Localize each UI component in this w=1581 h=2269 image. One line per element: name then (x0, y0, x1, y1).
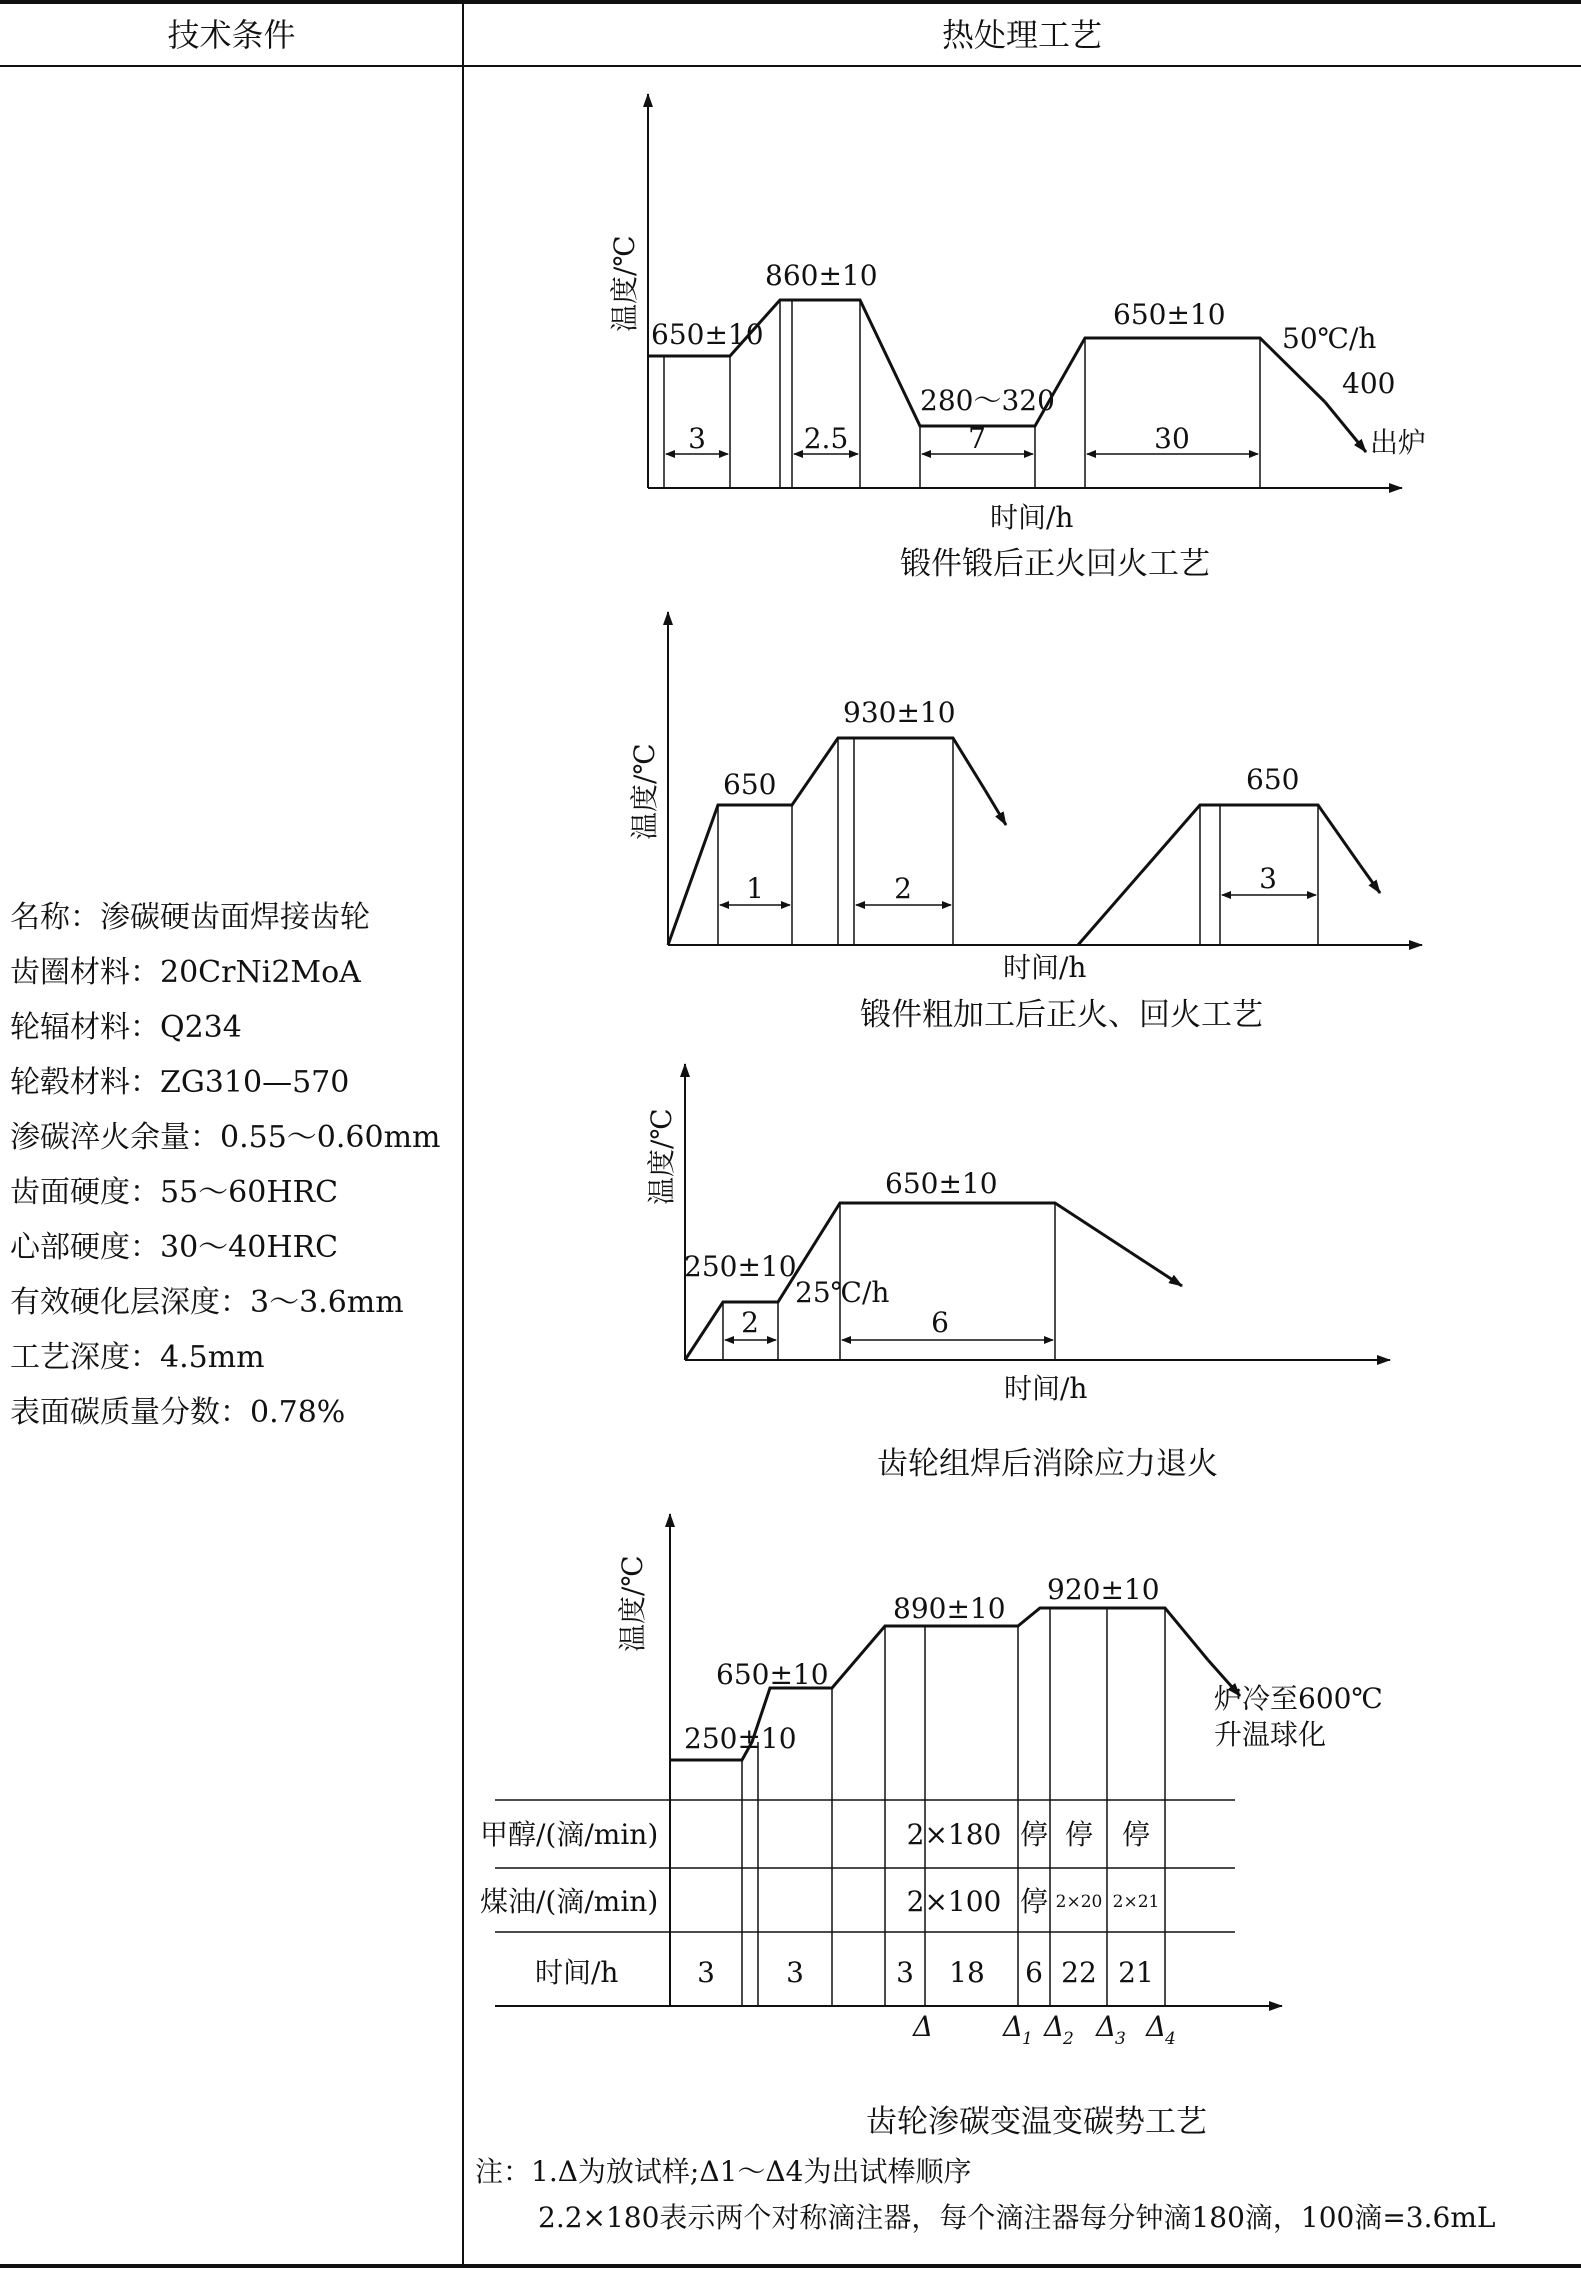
temp-label: 250±10 (684, 1250, 797, 1283)
header-technical-conditions: 技术条件 (167, 16, 296, 54)
spec-ring-material: 齿圈材料：20CrNi2MoA (10, 955, 361, 990)
note-line-2: 2.2×180表示两个对称滴注器，每个滴注器每分钟滴180滴，100滴=3.6mL (538, 2201, 1496, 2234)
duration-label: 1 (746, 872, 764, 905)
temp-label: 860±10 (765, 259, 878, 292)
temp-label: 650±10 (716, 1658, 829, 1691)
time-value: 22 (1061, 1956, 1097, 1989)
time-value: 3 (697, 1956, 715, 1989)
temp-label: 280～320 (920, 384, 1055, 417)
duration-label: 3 (1259, 862, 1277, 895)
spec-spoke-material: 轮辐材料：Q234 (10, 1010, 242, 1045)
duration-label: 30 (1154, 422, 1190, 455)
temp-label: 930±10 (843, 696, 956, 729)
duration-label: 2.5 (803, 422, 849, 455)
chart-stress-relief-anneal (580, 1040, 1420, 1490)
axis-temp-label: 温度/℃ (616, 1555, 649, 1652)
test-bar-marker-3: Δ (1096, 2010, 1117, 2043)
spec-name: 名称：渗碳硬齿面焊接齿轮 (10, 900, 370, 935)
row-label-kerosene: 煤油/(滴/min) (480, 1885, 659, 1918)
methanol-value: 停 (1121, 1818, 1151, 1851)
row-label-methanol: 甲醇/(滴/min) (480, 1818, 659, 1851)
test-bar-marker-2-sub: 2 (1063, 2029, 1074, 2049)
spec-hub-material: 轮毂材料：ZG310—570 (10, 1065, 350, 1100)
test-bar-marker-1: Δ (1003, 2010, 1024, 2043)
kerosene-value: 2×100 (906, 1885, 1002, 1918)
furnace-exit-label: 出炉 (1370, 426, 1427, 459)
spec-surface-hardness: 齿面硬度：55～60HRC (10, 1175, 339, 1210)
heating-rate-label: 25℃/h (795, 1276, 890, 1309)
chart-caption: 齿轮渗碳变温变碳势工艺 (866, 2104, 1207, 2140)
spec-allowance: 渗碳淬火余量：0.55～0.60mm (10, 1120, 441, 1155)
header-heat-treatment: 热处理工艺 (941, 16, 1102, 54)
temp-label: 650±10 (651, 318, 764, 351)
time-value: 18 (949, 1956, 985, 1989)
axis-time-label: 时间/h (1004, 1372, 1088, 1405)
end-note-label: 炉冷至600℃ (1214, 1682, 1383, 1715)
duration-label: 2 (894, 872, 912, 905)
temp-label: 650±10 (885, 1167, 998, 1200)
chart-carburizing-process (470, 1500, 1550, 2150)
temp-label: 650 (1246, 763, 1300, 796)
test-bar-marker-3-sub: 3 (1115, 2029, 1126, 2049)
test-bar-marker-4: Δ (1146, 2010, 1167, 2043)
kerosene-value: 2×21 (1112, 1892, 1160, 1912)
chart-rough-machining-normalize-temper (560, 600, 1440, 1040)
axis-time-label: 时间/h (1003, 951, 1087, 984)
note-line-1: 注：1.Δ为放试样;Δ1～Δ4为出试棒顺序 (475, 2155, 972, 2188)
end-temp-label: 400 (1342, 367, 1396, 400)
temp-label: 920±10 (1047, 1573, 1160, 1606)
temp-label: 890±10 (893, 1592, 1006, 1625)
end-note-label: 升温球化 (1214, 1718, 1327, 1751)
test-bar-marker-4-sub: 4 (1165, 2029, 1176, 2049)
time-value: 3 (896, 1956, 914, 1989)
kerosene-value: 2×20 (1055, 1892, 1103, 1912)
test-bar-marker-2: Δ (1044, 2010, 1065, 2043)
time-value: 6 (1025, 1956, 1043, 1989)
sample-marker: Δ (913, 2010, 934, 2043)
chart-caption: 齿轮组焊后消除应力退火 (877, 1446, 1218, 1482)
chart-caption: 锻件粗加工后正火、回火工艺 (860, 997, 1263, 1033)
axis-temp-label: 温度/℃ (628, 743, 661, 840)
chart-caption: 锻件锻后正火回火工艺 (900, 546, 1210, 582)
chart-forging-normalize-temper (560, 80, 1440, 600)
spec-list (10, 890, 460, 1440)
row-label-time: 时间/h (535, 1956, 619, 1989)
axis-temp-label: 温度/℃ (645, 1108, 678, 1205)
duration-label: 2 (741, 1306, 759, 1339)
temp-label: 650 (723, 768, 777, 801)
spec-case-depth: 有效硬化层深度：3～3.6mm (10, 1285, 404, 1320)
cooling-rate-label: 50℃/h (1282, 322, 1377, 355)
temp-label: 650±10 (1113, 298, 1226, 331)
duration-label: 6 (931, 1306, 949, 1339)
duration-label: 3 (688, 422, 706, 455)
methanol-value: 2×180 (906, 1818, 1002, 1851)
temp-label: 250±10 (684, 1722, 797, 1755)
axis-time-label: 时间/h (990, 501, 1074, 534)
kerosene-value: 停 (1019, 1885, 1049, 1918)
spec-surface-carbon: 表面碳质量分数：0.78% (10, 1395, 346, 1430)
spec-process-depth: 工艺深度：4.5mm (10, 1340, 265, 1375)
methanol-value: 停 (1064, 1818, 1094, 1851)
axis-temp-label: 温度/℃ (608, 235, 641, 332)
time-value: 21 (1118, 1956, 1154, 1989)
duration-label: 7 (968, 422, 986, 455)
time-value: 3 (786, 1956, 804, 1989)
test-bar-marker-1-sub: 1 (1022, 2029, 1033, 2049)
spec-core-hardness: 心部硬度：30～40HRC (10, 1230, 339, 1265)
methanol-value: 停 (1019, 1818, 1049, 1851)
